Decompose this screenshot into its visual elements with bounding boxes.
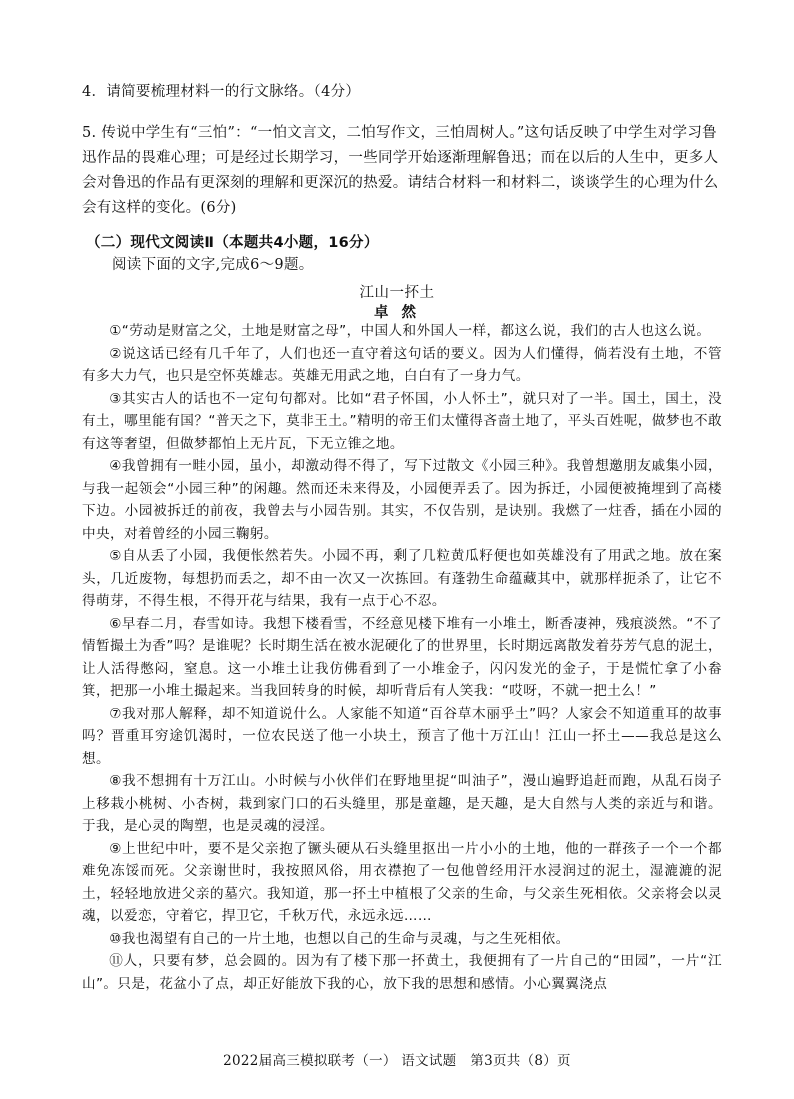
essay-body [82,320,722,995]
essay-paragraph-4: ④我曾拥有一畦小园，虽小，却激动得不得了，写下过散文《小园三种》。我曾想邀朋友戚集小园，与我一起领会“小园三种”的闲趣。然而还未来得及，小园便弄丢了。因为拆迁，小园便被掩埋到了高楼下边。小园被拆迁的前夜，我曾去与小园告别。其实，不仅告别，是诀别。我燃了一炷香，插在小园的中央，对着曾经的小园三鞠躬。 [82,458,722,542]
question-4: 4．请简要梳理材料一的行文脉络。（4分） [82,84,361,100]
question-5: 5. 传说中学生有“三怕”：“一怕文言文，二怕写作文，三怕周树人。”这句话反映了中学生对学习鲁迅作品的畏难心理；可是经过长期学习，一些同学开始逐渐理解鲁迅；而在以后的人生中，更多人会对鲁迅的作品有更深刻的理解和更深沉的热爱。请结合材料一和材料二，谈谈学生的心理为什么会有这样的变化。(6分) [82,125,719,216]
essay-paragraph-7: ⑦我对那人解释，却不知道说什么。人家能不知道“百谷草木丽乎土”吗？人家会不知道重耳的故事吗？晋重耳穷途饥渴时，一位农民送了他一小块土，预言了他十万江山！江山一抔土——我总是这么想。 [82,705,722,767]
essay-paragraph-5: ⑤自从丢了小园，我便怅然若失。小园不再，剩了几粒黄瓜籽便也如英雄没有了用武之地。放在案头，几近废物，每想扔而丢之，却不由一次又一次拣回。有蓬勃生命蕴藏其中，就那样扼杀了，让它不得萌芽，不得生根，不得开花与结果，我有一点于心不忍。 [82,548,722,609]
section-instruction: 阅读下面的文字,完成6～9题。 [112,257,314,273]
page-footer: 2022届高三模拟联考（一） 语文试题 第3页共（8）页 [223,1053,571,1069]
essay-title: 江山一抔土 [359,285,435,301]
section-title: （二）现代文阅读Ⅱ（本题共4小题，16分） [86,235,379,251]
essay-paragraph-6: ⑥早春二月，春雪如诗。我想下楼看雪，不经意见楼下堆有一小堆土，断香凄神，残痕淡然。“不了情暂撮土为香”吗？是谁呢？长时期生活在被水泥硬化了的世界里，长时期远离散发着芬芳气息的泥土，让人活得憋闷，窒息。这一小堆土让我仿佛看到了一小堆金子，闪闪发光的金子，于是慌忙拿了小畚箕，把那一小堆土撮起来。当我回转身的时候，却听背后有人笑我：“哎呀，不就一把土么！” [82,615,722,699]
essay-author: 卓 然 [373,304,421,321]
essay-paragraph-9: ⑨上世纪中叶，要不是父亲抱了镢头硬从石头缝里抠出一片小小的土地，他的一群孩子一个一个都难免冻馁而死。父亲谢世时，我按照风俗，用衣襟抱了一包他曾经用汗水浸润过的泥土，湿漉漉的泥土，轻轻地放进父亲的墓穴。我知道，那一抔土中植根了父亲的生命，与父亲生死相依。父亲将会以灵魂，以爱恋，守着它，捍卫它，千秋万代，永远永远…… [82,840,722,924]
essay-paragraph-8: ⑧我不想拥有十万江山。小时候与小伙伴们在野地里捉“叫油子”，漫山遍野追赶而跑，从乱石岗子上移栽小桃树、小杏树，栽到家门口的石头缝里，那是童趣，是天趣，是大自然与人类的亲近与和谐。于我，是心灵的陶塑，也是灵魂的浸淫。 [82,773,722,834]
essay-paragraph-10: ⑩我也渴望有自己的一片土地，也想以自己的生命与灵魂，与之生死相依。 [109,930,570,947]
essay-paragraph-2: ②说这话已经有几千年了，人们也还一直守着这句话的要义。因为人们懂得，倘若没有土地，不管有多大力气，也只是空怀英雄志。英雄无用武之地，白白有了一身力气。 [82,345,722,384]
essay-paragraph-1: ①“劳动是财富之父，土地是财富之母”，中国人和外国人一样，都这么说，我们的古人也这么说。 [109,323,711,339]
essay-paragraph-3: ③其实古人的话也不一定句句都对。比如“君子怀国，小人怀土”，就只对了一半。国土，国土，没有土，哪里能有国？“普天之下，莫非王土。”精明的帝王们太懂得吝啬土地了，平头百姓呢，做梦也不敢有这等奢望，但做梦都怕上无片瓦，下无立锥之地。 [82,390,722,452]
essay-paragraph-11: ⑪人，只要有梦，总会圆的。因为有了楼下那一抔黄土，我便拥有了一片自己的“田园”，一片“江山”。只是，花盆小了点，却正好能放下我的心，放下我的思想和感情。小心翼翼浇点 [82,953,722,992]
